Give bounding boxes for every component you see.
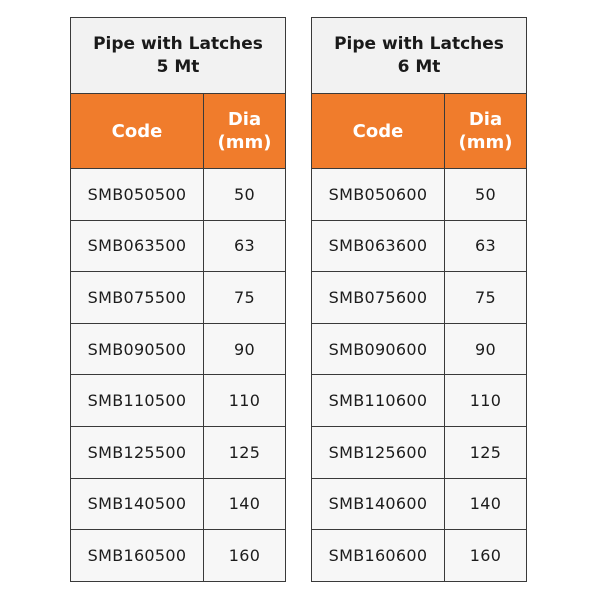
table-title [312, 18, 527, 94]
dia-cell: 140 [445, 478, 527, 530]
table-row [71, 323, 286, 375]
dia-cell: 50 [445, 169, 527, 221]
table-row [71, 169, 286, 221]
code-cell: SMB140600 [312, 478, 445, 530]
pipe-table-6mt [311, 17, 527, 582]
dia-cell: 63 [204, 220, 286, 272]
dia-column-header [445, 94, 527, 169]
table-row [71, 530, 286, 582]
dia-cell: 160 [445, 530, 527, 582]
dia-header-line2: (mm) [217, 132, 272, 153]
dia-cell: 110 [204, 375, 286, 427]
dia-cell: 90 [445, 323, 527, 375]
dia-cell: 63 [445, 220, 527, 272]
table-title-line2: 5 Mt [156, 56, 200, 77]
dia-header-line2: (mm) [458, 132, 513, 153]
table-row [71, 478, 286, 530]
code-cell: SMB160600 [312, 530, 445, 582]
table-row [71, 375, 286, 427]
dia-header-line1: Dia [227, 109, 262, 130]
dia-cell: 75 [445, 272, 527, 324]
dia-cell: 75 [204, 272, 286, 324]
table-header-row [71, 94, 286, 169]
code-cell: SMB090600 [312, 323, 445, 375]
table-body [312, 18, 527, 582]
table-title-line1: Pipe with Latches [334, 33, 504, 54]
code-cell: SMB050500 [71, 169, 204, 221]
table-row [312, 478, 527, 530]
code-cell: SMB063600 [312, 220, 445, 272]
table-row [312, 530, 527, 582]
table-title-row [71, 18, 286, 94]
code-cell: SMB125500 [71, 426, 204, 478]
table-title-line1: Pipe with Latches [93, 33, 263, 54]
code-column-header [71, 94, 204, 169]
dia-header-line1: Dia [468, 109, 503, 130]
code-column-header [312, 94, 445, 169]
code-cell: SMB050600 [312, 169, 445, 221]
code-cell: SMB160500 [71, 530, 204, 582]
dia-cell: 110 [445, 375, 527, 427]
dia-column-header [204, 94, 286, 169]
table-row [312, 272, 527, 324]
code-cell: SMB125600 [312, 426, 445, 478]
dia-cell: 140 [204, 478, 286, 530]
dia-cell: 125 [445, 426, 527, 478]
dia-cell: 50 [204, 169, 286, 221]
table-body [71, 18, 286, 582]
code-cell: SMB110600 [312, 375, 445, 427]
table-row [71, 272, 286, 324]
pipe-table-5mt [70, 17, 286, 582]
table-row [71, 426, 286, 478]
code-cell: SMB090500 [71, 323, 204, 375]
code-cell: SMB075500 [71, 272, 204, 324]
code-cell: SMB140500 [71, 478, 204, 530]
table-row [71, 220, 286, 272]
table-row [312, 323, 527, 375]
table-title-row [312, 18, 527, 94]
code-cell: SMB075600 [312, 272, 445, 324]
dia-cell: 160 [204, 530, 286, 582]
table-row [312, 169, 527, 221]
dia-cell: 90 [204, 323, 286, 375]
table-header-row [312, 94, 527, 169]
table-row [312, 426, 527, 478]
code-cell: SMB063500 [71, 220, 204, 272]
table-title [71, 18, 286, 94]
table-row [312, 375, 527, 427]
code-header-label: Code [111, 120, 163, 142]
table-title-line2: 6 Mt [397, 56, 441, 77]
table-row [312, 220, 527, 272]
dia-cell: 125 [204, 426, 286, 478]
code-cell: SMB110500 [71, 375, 204, 427]
code-header-label: Code [352, 120, 404, 142]
